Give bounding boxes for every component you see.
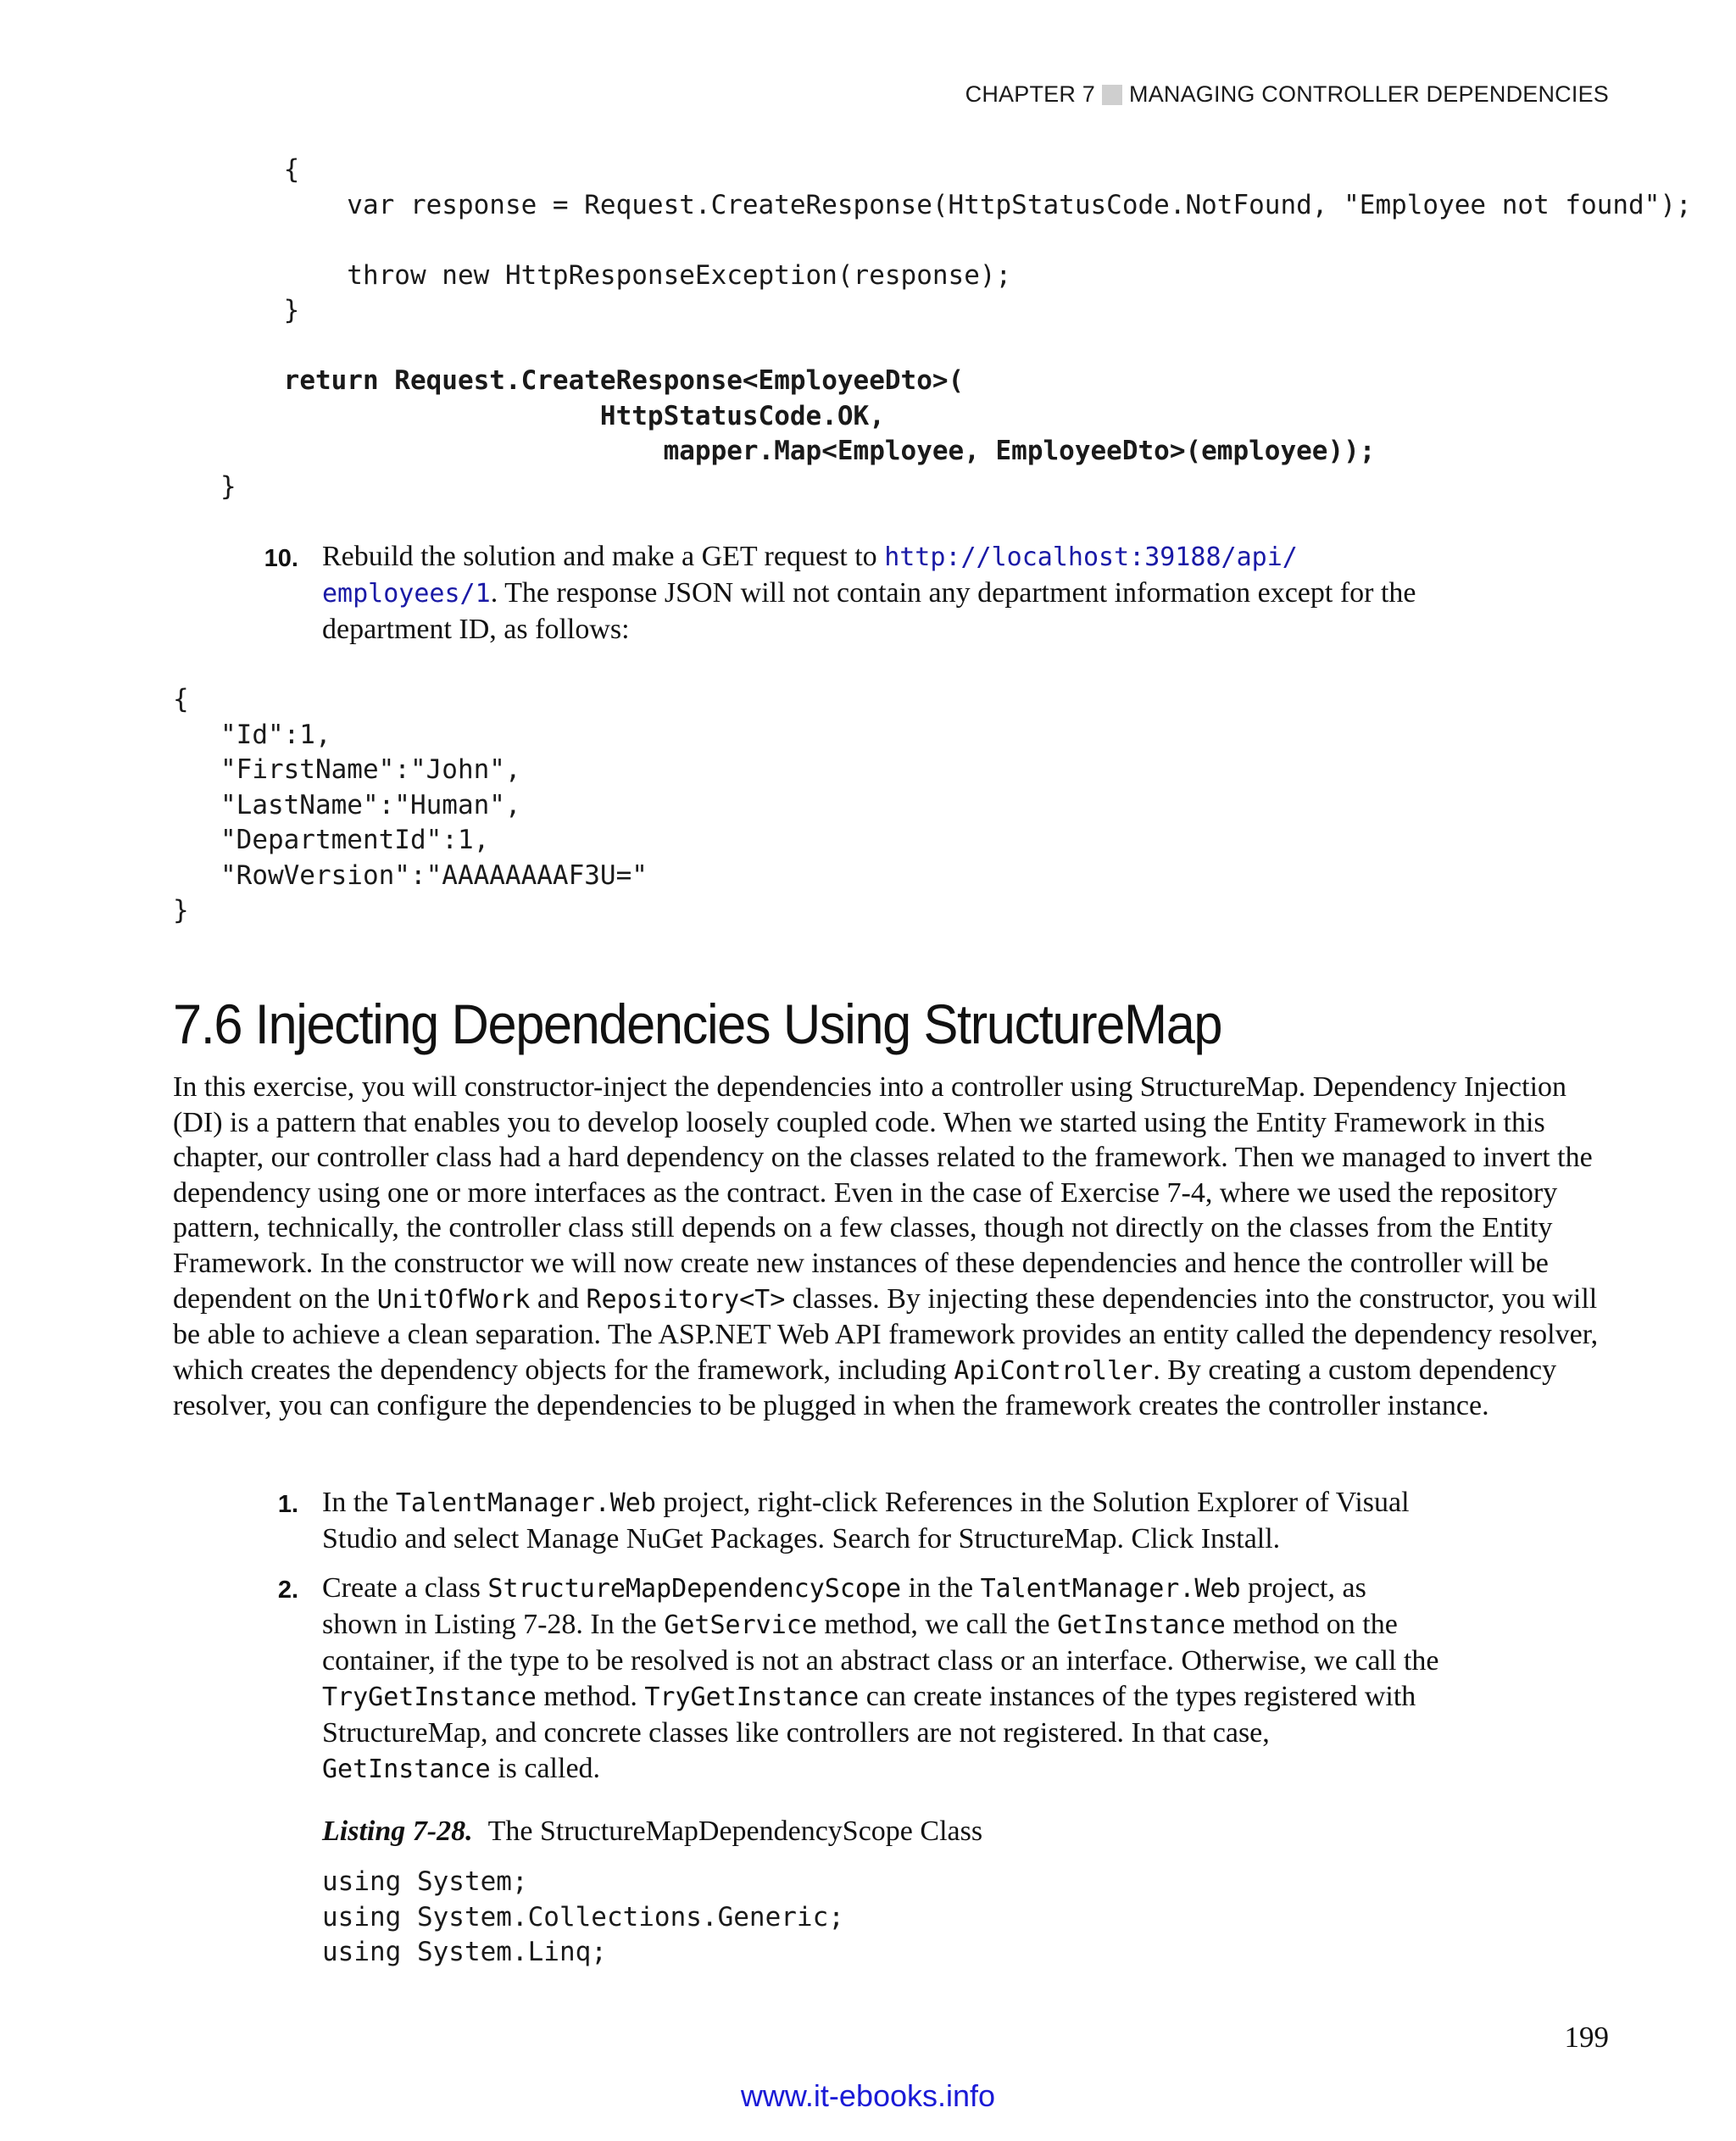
code-line: using System.Collections.Generic; xyxy=(322,1901,844,1932)
step-text xyxy=(322,539,1441,648)
json-line: { xyxy=(173,684,189,715)
inline-code: ApiController xyxy=(954,1355,1154,1386)
step-number: 1. xyxy=(277,1491,298,1518)
code-block-controller-method xyxy=(220,153,1692,504)
inline-code: GetInstance xyxy=(1057,1610,1226,1640)
step-text-part: project, right-click References in the Solution Explorer of Visual Studio and select Manage NuGet Packages. Search for StructureMap. Click Install. xyxy=(322,1487,1410,1554)
code-block-json-response xyxy=(173,682,648,929)
step-text-part: Rebuild the solution and make a GET request to xyxy=(322,541,885,572)
step-text-part: in the xyxy=(901,1572,981,1604)
chapter-label: CHAPTER 7 xyxy=(965,81,1095,107)
step-1 xyxy=(277,1485,1441,1557)
listing-caption xyxy=(322,1814,982,1849)
step-2 xyxy=(277,1571,1441,1788)
inline-code: TryGetInstance xyxy=(644,1682,860,1712)
step-text-part: Create a class xyxy=(322,1572,488,1604)
json-line: "DepartmentId":1, xyxy=(173,825,490,855)
step-text-part: method. xyxy=(536,1681,645,1712)
para-text: and xyxy=(530,1282,587,1315)
section-heading: 7.6 Injecting Dependencies Using StructureMap xyxy=(173,993,1222,1055)
json-line: } xyxy=(173,895,189,926)
header-square-icon xyxy=(1102,85,1122,105)
code-line: using System; xyxy=(322,1866,528,1897)
step-number: 2. xyxy=(277,1577,298,1604)
inline-code: UnitOfWork xyxy=(376,1284,531,1315)
inline-code: GetService xyxy=(664,1610,817,1640)
step-number: 10. xyxy=(264,545,298,572)
inline-code: GetInstance xyxy=(322,1755,491,1784)
code-line: using System.Linq; xyxy=(322,1937,607,1967)
para-text: In this exercise, you will constructor-inject the dependencies into a controller using StructureMap. Dependency Injection (DI) is a pattern that enables you to develop loosely coupled code. When we started using the Entity Framework in this chapter, our controller class had a hard dependency on the classes related to the framework. Then we managed to invert the dependency using one or more interfaces as the contract. Even in the case of Exercise 7-4, where we used the repository pattern, technically, the controller class still depends on a few classes, though not directly on the classes from the Entity Framework. In the constructor we will now create new instances of these dependencies and hence the controller will be dependent on the xyxy=(173,1071,1593,1315)
request-url-link-cont[interactable]: employees/1 xyxy=(322,579,491,609)
footer-link[interactable]: www.it-ebooks.info xyxy=(740,2078,996,2113)
inline-code: TalentManager.Web xyxy=(980,1574,1241,1604)
listing-title: The StructureMapDependencyScope Class xyxy=(487,1816,983,1847)
step-text-part: can create instances of the types registered with StructureMap, and concrete classes like controllers are not registered. In that case, xyxy=(322,1681,1416,1749)
code-line-bold: mapper.Map<Employee, EmployeeDto>(employee)); xyxy=(220,436,1376,466)
json-line: "LastName":"Human", xyxy=(173,789,521,820)
step-text xyxy=(322,1485,1441,1557)
inline-code: StructureMapDependencyScope xyxy=(487,1574,902,1604)
step-text-part: . The response JSON will not contain any department information except for the department ID, as follows: xyxy=(322,577,1416,645)
request-url-link[interactable]: http://localhost:39188/api/ xyxy=(884,542,1298,572)
step-text xyxy=(322,1571,1441,1788)
inline-code: TalentManager.Web xyxy=(395,1488,656,1518)
step-text-part: project, as shown in Listing 7-28. In the xyxy=(322,1572,1366,1640)
code-line: { xyxy=(220,154,300,185)
section-intro-paragraph xyxy=(173,1070,1619,1424)
code-line-bold: return Request.CreateResponse<EmployeeDto>( xyxy=(220,365,965,396)
page-number: 199 xyxy=(1564,2021,1609,2054)
code-block-using-directives xyxy=(322,1865,844,1971)
step-text-part: method on the container, if the type to be resolved is not an abstract class or an interface. Otherwise, we call the xyxy=(322,1609,1439,1677)
json-line: "RowVersion":"AAAAAAAAF3U=" xyxy=(173,859,648,891)
step-text-part: is called. xyxy=(490,1753,601,1784)
step-text-part: In the xyxy=(322,1487,396,1518)
code-line: } xyxy=(220,470,236,502)
step-text-part: method, we call the xyxy=(816,1609,1058,1640)
inline-code: Repository<T> xyxy=(586,1284,786,1315)
code-line: var response = Request.CreateResponse(HttpStatusCode.NotFound, "Employee not found"); xyxy=(220,189,1692,220)
json-line: "FirstName":"John", xyxy=(173,754,521,785)
inline-code: TryGetInstance xyxy=(322,1682,537,1712)
code-line: } xyxy=(220,295,300,325)
code-line: throw new HttpResponseException(response); xyxy=(220,259,1012,291)
para-text: . By creating a custom dependency resolver, you can configure the dependencies to be plugged in when the framework creates the controller instance. xyxy=(173,1354,1557,1422)
code-line-bold: HttpStatusCode.OK, xyxy=(220,400,885,431)
running-header xyxy=(965,81,1609,108)
chapter-title: MANAGING CONTROLLER DEPENDENCIES xyxy=(1129,81,1609,107)
listing-label: Listing 7-28. xyxy=(322,1816,473,1847)
json-line: "Id":1, xyxy=(173,719,331,750)
para-text: classes. By injecting these dependencies into the constructor, you will be able to achieve a clean separation. The ASP.NET Web API framework provides an entity called the dependency resolver, which creates the dependency objects for the framework, including xyxy=(173,1282,1599,1386)
step-10 xyxy=(264,539,1441,648)
